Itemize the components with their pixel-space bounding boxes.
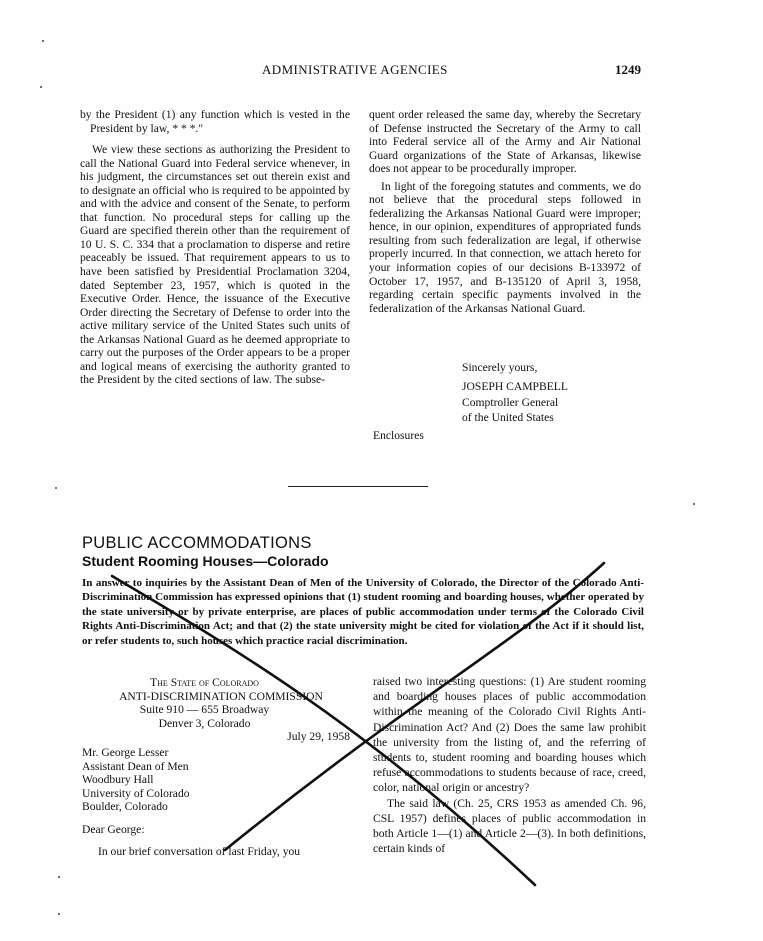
scan-speck [55,487,57,489]
letter-opening: In our brief conversation of last Friday, you [98,844,301,858]
paragraph: In light of the foregoing statutes and comments, we do not believe that the procedural steps followed in federalizing the Arkansas National Guard were improper; hence, in our opinion, expenditures of appropriated funds resulting from such federalization are legal, if otherwise properly incurred. In that connection, we attach hereto for your information copies of our decisions B-133972 of October 17, 1957, and B-135120 of April 3, 1958, regarding certain specific payments involved in the federalization of the Arkansas National Guard. [369,179,641,315]
signer-title: Comptroller General [462,396,559,409]
letter-paragraph: The said law (Ch. 25, CRS 1953 as amended Ch. 96, CSL 1957) defines places of public accommodation in both Article 1—(1) and Article 2—(3). In both definitions, certain kinds of [373,796,646,856]
letter-paragraph: raised two interesting questions: (1) Are student rooming and boarding houses places of public accommodation within the meaning of the Colorado Civil Rights Anti-Discrimination Act? And (2) Does the same law prohibit the university from the listing of, and the referring of students to, student rooming and boarding houses which refuse accommodations to students because of race, creed, color, national origin or ancestry? [373,675,646,795]
running-header: ADMINISTRATIVE AGENCIES [262,62,448,77]
paragraph: quent order released the same day, whereby the Secretary of Defense instructed the Secretary of the Army to call into Federal service all of the Army and Air National Guard organizations of the State of Arkansas, likewise does not appear to be procedurally improper. [369,108,641,176]
signer-name: JOSEPH CAMPBELL [462,380,568,393]
scan-speck [693,503,695,505]
scan-speck [42,40,44,42]
page-number: 1249 [615,62,641,77]
section-heading: PUBLIC ACCOMMODATIONS [82,534,312,552]
signer-title: of the United States [462,411,554,424]
section-summary: In answer to inquiries by the Assistant Dean of Men of the University of Colorado, the Director of the Colorado Anti-Discrimination Commission has expressed opinions that (1) student rooming and boarding houses, whether operated by the state university or by private enterprise, are places of public accommodation under terms of the Colorado Civil Rights Anti-Discrimination Act; and that (2) the state university might be cited for violation of the Act if it should list, or refer students to, such houses which practice racial discrimination. [82,577,644,647]
enclosures: Enclosures [373,429,424,442]
letterhead-commission: ANTI-DISCRIMINATION COMMISSION [119,689,323,703]
paragraph: We view these sections as authorizing the President to call the National Guard into Federal service whenever, in his judgment, the circumstances set out therein exist and to designate an official who is required to be appointed by and with the advice and consent of the Senate, to perform that function. No procedural steps for calling up the Guard are specified therein other than the requirement of 10 U. S. C. 334 that a proclamation to disperse and retire peaceably be issued. That requirement appears to us to have been satisfied by Presidential Proclamation 3204, dated September 23, 1957, which is quoted in the Executive Order. Hence, the issuance of the Executive Order directing the Secretary of Defense to order into the active military service of the United States such units of the Arkansas National Guard as he deemed appropriate to carry out the purposes of the Order appears to be a proper and logical means of exercising the authority granted to the President by the cited sections of law. The subse- [80,143,350,387]
closing: Sincerely yours, [462,361,538,374]
section-subheading: Student Rooming Houses—Colorado [82,553,329,569]
scan-speck [40,86,42,88]
letterhead-suite: Suite 910 — 655 Broadway [139,703,270,717]
scan-speck [58,913,60,915]
paragraph: by the President (1) any function which is vested in the President by law, * * *." [80,108,350,135]
letterhead-city: Denver 3, Colorado [158,716,251,730]
scan-speck [58,876,60,878]
addressee-line: Boulder, Colorado [82,800,168,814]
letter-date: July 29, 1958 [287,730,350,744]
addressee-line: Woodbury Hall [82,773,154,787]
letterhead-state: The State of Colorado [150,676,259,689]
salutation: Dear George: [82,822,145,836]
addressee-line: Assistant Dean of Men [82,759,189,773]
addressee-line: University of Colorado [82,786,190,800]
addressee-line: Mr. George Lesser [82,745,169,759]
